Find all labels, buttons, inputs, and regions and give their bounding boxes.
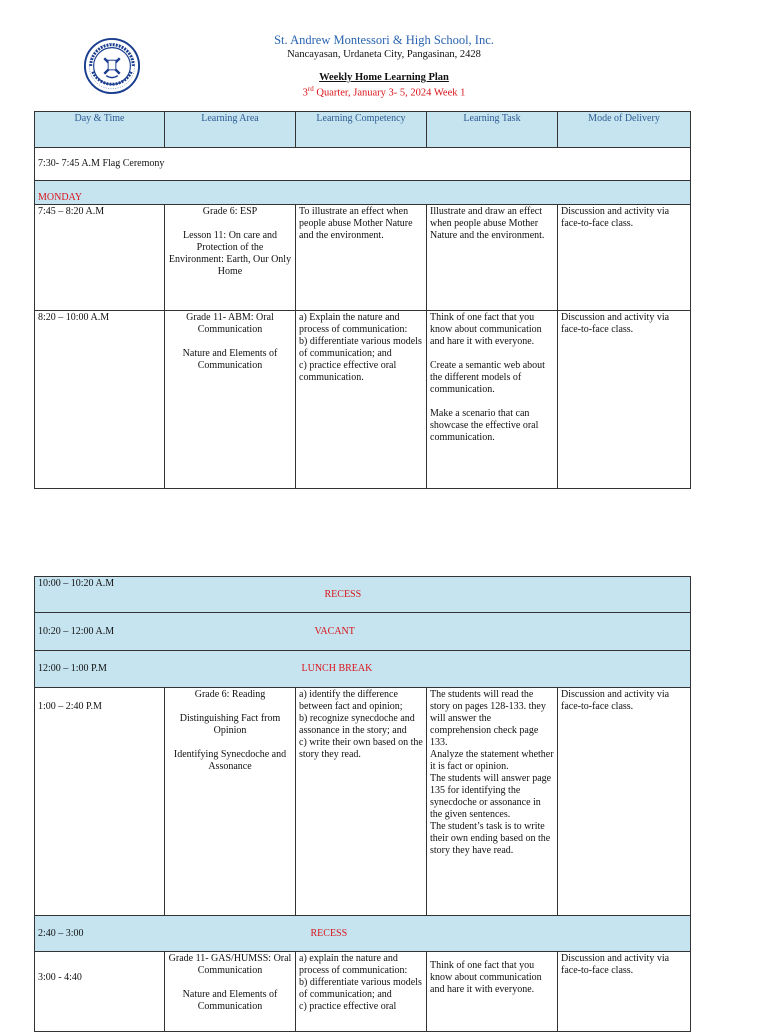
- task-cell: Think of one fact that you know about communication and hare it with everyone.: [427, 952, 558, 1032]
- header-learning-area: Learning Area: [165, 112, 296, 148]
- learning-area-cell: Grade 11- ABM: Oral Communication Nature and Elements of Communication: [165, 311, 296, 489]
- lunch-label: LUNCH BREAK: [165, 651, 691, 688]
- header-mode-of-delivery: Mode of Delivery: [558, 112, 691, 148]
- time-cell: 1:00 – 2:40 P.M: [35, 688, 165, 916]
- table-header-row: [35, 112, 691, 148]
- time-cell: 7:45 – 8:20 A.M: [35, 205, 165, 311]
- mode-cell: Discussion and activity via face-to-face class.: [558, 688, 691, 916]
- learning-plan-table-2: [34, 576, 691, 1032]
- vacant-label: VACANT: [165, 613, 691, 651]
- vacant-row: [35, 613, 691, 651]
- flag-ceremony-row: [35, 148, 691, 181]
- task-cell: Illustrate and draw an effect when people abuse Mother Nature and the environment.: [427, 205, 558, 311]
- lunch-row: [35, 651, 691, 688]
- mode-cell: Discussion and activity via face-to-face class.: [558, 311, 691, 489]
- header-day-time: Day & Time: [35, 112, 165, 148]
- recess-row: [35, 916, 691, 952]
- plan-quarter: 3rd Quarter, January 3- 5, 2024 Week 1: [302, 85, 466, 99]
- lunch-time: 12:00 – 1:00 P.M: [35, 651, 165, 688]
- flag-ceremony: 7:30- 7:45 A.M Flag Ceremony: [35, 148, 691, 181]
- recess-label: RECESS: [165, 577, 691, 613]
- competency-cell: a) Explain the nature and process of communication: b) differentiate various models of communication; and c) practice effective oral communication.: [296, 311, 427, 489]
- table-row: [35, 311, 691, 489]
- table-row: [35, 688, 691, 916]
- plan-title: Weekly Home Learning Plan: [319, 72, 449, 83]
- time-cell: 8:20 – 10:00 A.M: [35, 311, 165, 489]
- learning-area-cell: Grade 6: Reading Distinguishing Fact from Opinion Identifying Synecdoche and Assonance: [165, 688, 296, 916]
- competency-cell: a) explain the nature and process of communication: b) differentiate various models of communication; and c) practice effective oral: [296, 952, 427, 1032]
- table-row: [35, 205, 691, 311]
- recess-time: 2:40 – 3:00: [35, 916, 165, 952]
- learning-area-cell: Grade 11- GAS/HUMSS: Oral Communication Nature and Elements of Communication: [165, 952, 296, 1032]
- mode-cell: Discussion and activity via face-to-face class.: [558, 952, 691, 1032]
- school-name: St. Andrew Montessori & High School, Inc.: [274, 33, 494, 47]
- learning-area-cell: Grade 6: ESP Lesson 11: On care and Protection of the Environment: Earth, Our Only Home: [165, 205, 296, 311]
- task-cell: The students will read the story on pages 128-133. they will answer the comprehension check page 133. Analyze the statement whether it is fact or opinion. The students will answer page 135 for identifying the synecdoche or assonance in the given sentences. The student’s task is to write their own ending based on the story they have read.: [427, 688, 558, 916]
- competency-cell: To illustrate an effect when people abuse Mother Nature and the environment.: [296, 205, 427, 311]
- recess-label: RECESS: [165, 916, 691, 952]
- competency-cell: a) identify the difference between fact and opinion; b) recognize synecdoche and assonance in the story; and c) write their own based on the story they read.: [296, 688, 427, 916]
- school-address: Nancayasan, Urdaneta City, Pangasinan, 2428: [287, 49, 481, 60]
- recess-row: [35, 577, 691, 613]
- day-label: MONDAY: [35, 181, 691, 205]
- vacant-time: 10:20 – 12:00 A.M: [35, 613, 165, 651]
- document-header: [0, 0, 768, 110]
- learning-plan-table-1: [34, 111, 691, 489]
- time-cell: 3:00 - 4:40: [35, 952, 165, 1032]
- table-row: [35, 952, 691, 1032]
- task-cell: Think of one fact that you know about communication and hare it with everyone. Create a semantic web about the different models of communication. Make a scenario that can showcase the effective oral communication.: [427, 311, 558, 489]
- recess-time: 10:00 – 10:20 A.M: [35, 577, 165, 613]
- header-learning-competency: Learning Competency: [296, 112, 427, 148]
- mode-cell: Discussion and activity via face-to-face class.: [558, 205, 691, 311]
- header-learning-task: Learning Task: [427, 112, 558, 148]
- day-row: [35, 181, 691, 205]
